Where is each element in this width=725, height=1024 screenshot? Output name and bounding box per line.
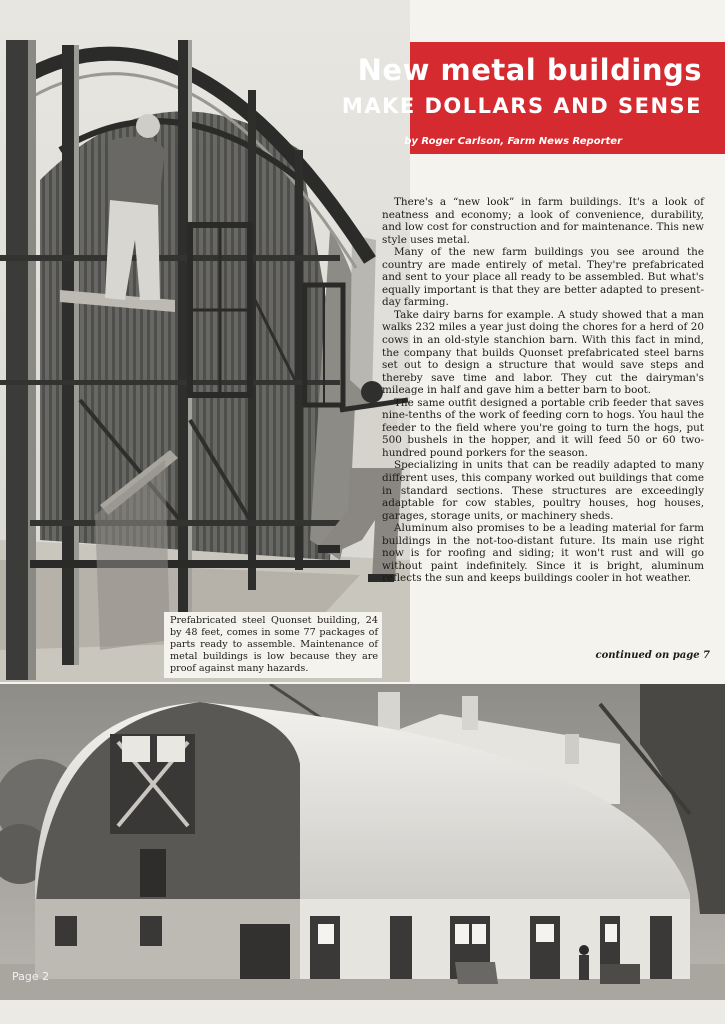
headline bbox=[262, 52, 702, 122]
paragraph-6: Aluminum also promises to be a leading material for farm buildings in the not-too-distant future. Its main use right now is for roofing and siding; it won't rust and will go without paint indefinitely. Since it is bright, aluminum reflects the sun and keeps buildings cooler in hot weather. bbox=[382, 522, 704, 585]
page-number: Page 2 bbox=[12, 970, 50, 983]
barn-photo bbox=[0, 684, 725, 1000]
page-margin bbox=[0, 1000, 725, 1024]
paragraph-2: Many of the new farm buildings you see around the country are made entirely of metal. They're prefabricated and sent to your place all ready to be assembled. But what's equally important is that they are better adapted to present-day farming. bbox=[382, 246, 704, 309]
photo-caption: Prefabricated steel Quonset building, 24 by 48 feet, comes in some 77 packages of parts ready to assemble. Maintenance of metal buildings is low because they are proof against many hazards. bbox=[164, 612, 382, 678]
headline-line-2: MAKE DOLLARS AND SENSE bbox=[341, 94, 702, 118]
continued-note: continued on page 7 bbox=[595, 650, 710, 661]
article-body bbox=[382, 196, 704, 585]
byline: by Roger Carlson, Farm News Reporter bbox=[404, 136, 622, 147]
paragraph-1: There's a “new look” in farm buildings. It's a look of neatness and economy; a look of convenience, durability, and low cost for construction and for maintenance. This new style uses metal. bbox=[382, 196, 704, 246]
paragraph-5: Specializing in units that can be readily adapted to many different uses, this company worked out buildings that come in standard sections. These structures are exceedingly adaptable for cow stables, poultry houses, hog houses, garages, storage units, or machinery sheds. bbox=[382, 459, 704, 522]
paragraph-4: The same outfit designed a portable crib feeder that saves nine-tenths of the work of feeding corn to hogs. You haul the feeder to the field where you're going to turn the hogs, put 500 bushels in the hopper, and it will feed 50 or 60 two-hundred pound porkers for the season. bbox=[382, 396, 704, 459]
headline-line-1: New metal buildings bbox=[357, 53, 702, 87]
paragraph-3: Take dairy barns for example. A study showed that a man walks 232 miles a year just doing the chores for a herd of 20 cows in an old-style stanchion barn. With this fact in mind, the company that builds Quonset prefabricated steel barns set out to design a structure that would save steps and thereby save time and labor. They cut the dairyman's mileage in half and gave him a better barn to boot. bbox=[382, 308, 704, 397]
